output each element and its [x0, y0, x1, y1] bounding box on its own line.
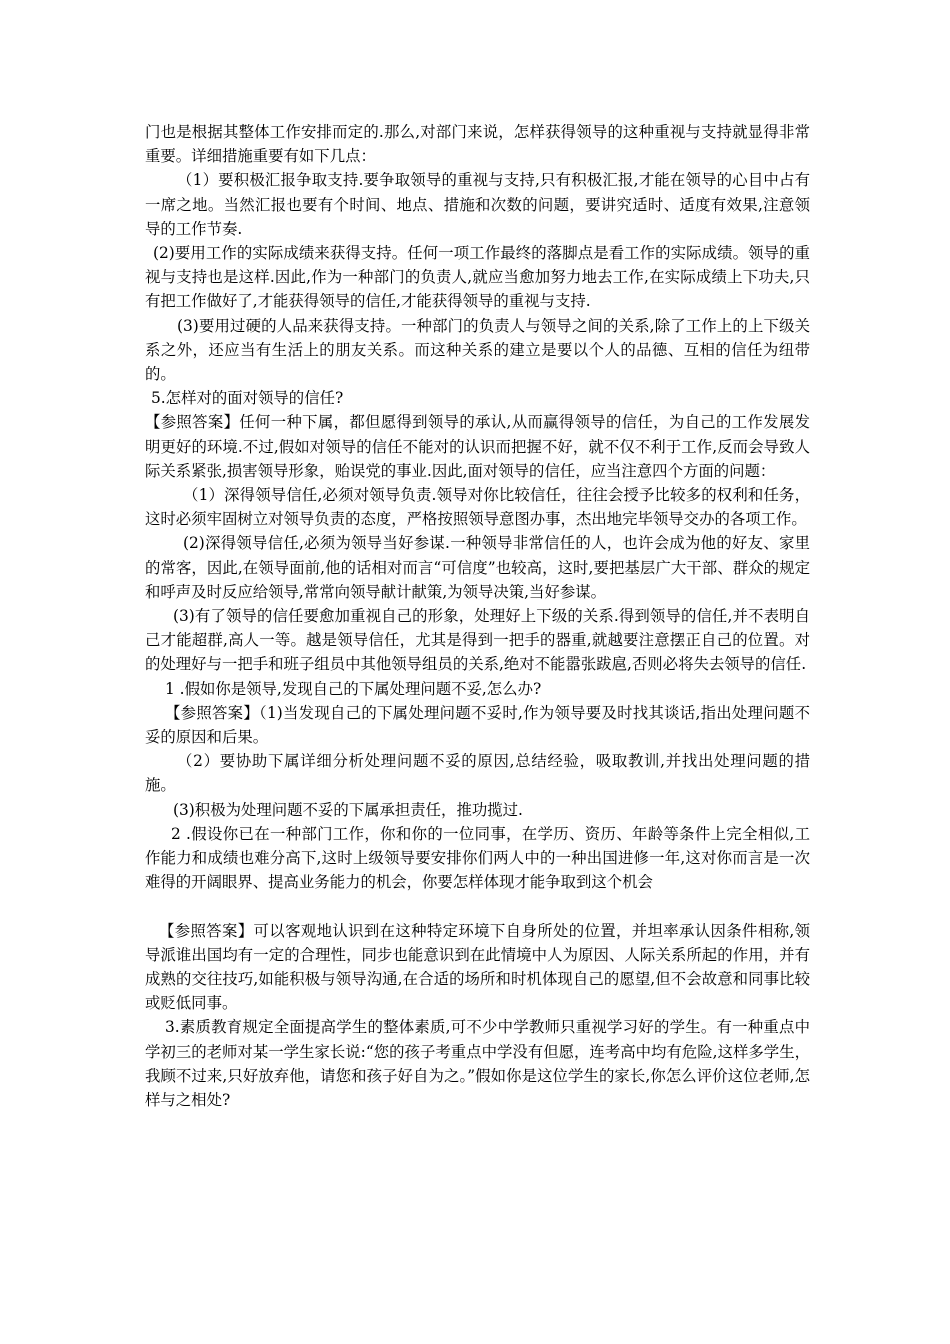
question-heading: 1 .假如你是领导,发现自己的下属处理问题不妥,怎么办? — [165, 679, 542, 698]
paragraph: 门也是根据其整体工作安排而定的.那么,对部门来说，怎样获得领导的这种重视与支持就显得非常重要。详细措施重要有如下几点： — [145, 123, 810, 166]
paragraph: （1）要积极汇报争取支持.要争取领导的重视与支持,只有积极汇报,才能在领导的心目中占有一席之地。当然汇报也要有个时间、地点、措施和次数的问题，要讲究适时、适度有效果,注意领导的工作节奏. — [145, 171, 810, 238]
paragraph: （1）深得领导信任,必须对领导负责.领导对你比较信任，往往会授予比较多的权利和任务，这时必须牢固树立对领导负责的态度，严格按照领导意图办事，杰出地完毕领导交办的各项工作。 — [145, 486, 810, 529]
paragraph: (2)要用工作的实际成绩来获得支持。任何一项工作最终的落脚点是看工作的实际成绩。领导的重视与支持也是这样.因此,作为一种部门的负责人,就应当愈加努力地去工作,在实际成绩上下功夫,只有把工作做好了,才能获得领导的信任,才能获得领导的重视与支持. — [145, 244, 810, 311]
paragraph: (3)要用过硬的人品来获得支持。一种部门的负责人与领导之间的关系,除了工作上的上下级关系之外，还应当有生活上的朋友关系。而这种关系的建立是要以个人的品德、互相的信任为纽带的。 — [145, 316, 810, 384]
answer-paragraph: 【参照答案】（1)当发现自己的下属处理问题不妥时,作为领导要及时找其谈话,指出处理问题不妥的原因和后果。 — [145, 703, 810, 747]
blank-line — [145, 895, 810, 919]
paragraph: (3)有了领导的信任要愈加重视自己的形象，处理好上下级的关系.得到领导的信任,并不表明自己才能超群,高人一等。越是领导信任，尤其是得到一把手的器重,就越要注意摆正自己的位置。对的处理好与一把手和班子组员中其他领导组员的关系,绝对不能嚣张跋扈,否则必将失去领导的信任. — [145, 607, 810, 674]
answer-paragraph: 【参照答案】可以客观地认识到在这种特定环境下自身所处的位置，并坦率承认因条件相称,领导派谁出国均有一定的合理性，同步也能意识到在此情境中人为原因、人际关系所起的作用，并有成熟的交往技巧,如能积极与领导沟通,在合适的场所和时机体现自己的愿望,但不会故意和同事比较或贬低同事。 — [145, 921, 810, 1013]
question-heading: 3.素质教育规定全面提高学生的整体素质,可不少中学教师只重视学习好的学生。有一种重点中学初三的老师对某一学生家长说:“您的孩子考重点中学没有但愿，连考高中均有危险,这样多学生，我顾不过来,只好放弃他，请您和孩子好自为之。”假如你是这位学生的家长,你怎么评价这位老师,怎样与之相处? — [145, 1018, 810, 1109]
paragraph: (3)积极为处理问题不妥的下属承担责任，推功揽过. — [173, 800, 523, 819]
question-heading: 5.怎样对的面对领导的信任? — [151, 389, 344, 408]
document-page — [145, 120, 810, 1112]
paragraph: (2)深得领导信任,必须为领导当好参谋.一种领导非常信任的人，也许会成为他的好友、家里的常客，因此,在领导面前,他的话相对而言“可信度”也较高，这时,要把基层广大干部、群众的规定和呼声及时反应给领导,常常向领导献计献策,为领导决策,当好参谋。 — [145, 534, 810, 601]
answer-paragraph: 【参照答案】任何一种下属，都但愿得到领导的承认,从而赢得领导的信任，为自己的工作发展发明更好的环境.不过,假如对领导的信任不能对的认识而把握不好，就不仅不利于工作,反而会导致人际关系紧张,损害领导形象，贻误党的事业.因此,面对领导的信任，应当注意四个方面的问题： — [145, 413, 810, 480]
paragraph: （2）要协助下属详细分析处理问题不妥的原因,总结经验，吸取教训,并找出处理问题的措施。 — [145, 752, 810, 795]
question-heading: 2 .假设你已在一种部门工作，你和你的一位同事，在学历、资历、年龄等条件上完全相似,工作能力和成绩也难分高下,这时上级领导要安排你们两人中的一种出国进修一年,这对你而言是一次难得的开阔眼界、提高业务能力的机会，你要怎样体现才能争取到这个机会 — [145, 824, 810, 892]
